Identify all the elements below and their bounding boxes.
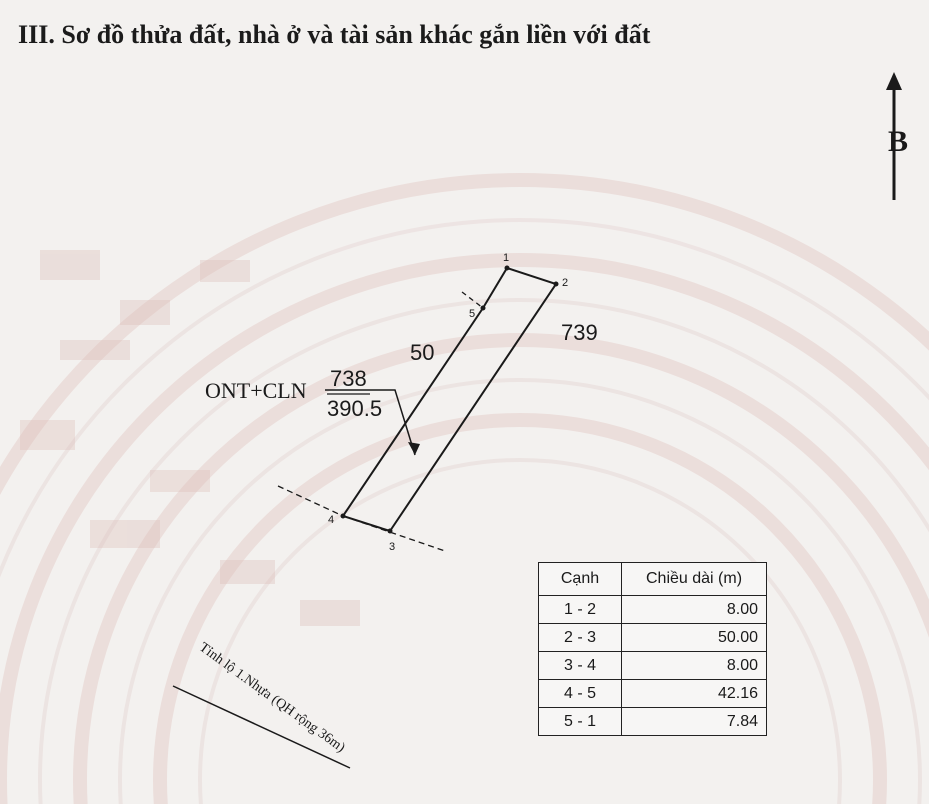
- side-length-label: 50: [410, 340, 435, 365]
- parcel-area: 390.5: [327, 396, 383, 421]
- edge-cell: 4 - 5: [539, 680, 622, 708]
- edge-cell: 5 - 1: [539, 708, 622, 736]
- neighbor-parcel-number: 739: [561, 320, 598, 345]
- table-row: [539, 680, 767, 708]
- column-header-edge: Cạnh: [539, 563, 622, 596]
- table-row: [539, 596, 767, 624]
- table-row: [539, 624, 767, 652]
- point-4-marker: [341, 514, 346, 519]
- point-3-marker: [388, 529, 393, 534]
- point-5-marker: [481, 306, 486, 311]
- edge-length-table: [538, 562, 767, 736]
- point-label-4: 4: [328, 514, 335, 526]
- road-boundary: [278, 486, 343, 516]
- point-1-marker: [505, 266, 510, 271]
- point-2-marker: [554, 282, 559, 287]
- length-cell: 8.00: [622, 652, 767, 680]
- edge-cell: 3 - 4: [539, 652, 622, 680]
- length-cell: 42.16: [622, 680, 767, 708]
- length-cell: 8.00: [622, 596, 767, 624]
- table-row: [539, 708, 767, 736]
- parcel-number: 738: [330, 366, 367, 391]
- point-label-2: 2: [562, 277, 569, 289]
- point-label-5: 5: [469, 308, 476, 320]
- length-cell: 50.00: [622, 624, 767, 652]
- north-label: B: [888, 125, 909, 158]
- land-type-label: ONT+CLN: [205, 378, 307, 403]
- boundary-extension: [462, 292, 483, 308]
- column-header-length: Chiều dài (m): [622, 563, 767, 596]
- road-label: Tỉnh lộ 1.Nhựa (QH rộng 36m): [196, 640, 348, 756]
- length-cell: 7.84: [622, 708, 767, 736]
- table-header-row: [539, 563, 767, 596]
- edge-cell: 1 - 2: [539, 596, 622, 624]
- point-label-1: 1: [503, 252, 510, 264]
- table-row: [539, 652, 767, 680]
- edge-cell: 2 - 3: [539, 624, 622, 652]
- section-heading: III. Sơ đồ thửa đất, nhà ở và tài sản khác gắn liền với đất: [18, 20, 651, 49]
- point-label-3: 3: [389, 541, 396, 553]
